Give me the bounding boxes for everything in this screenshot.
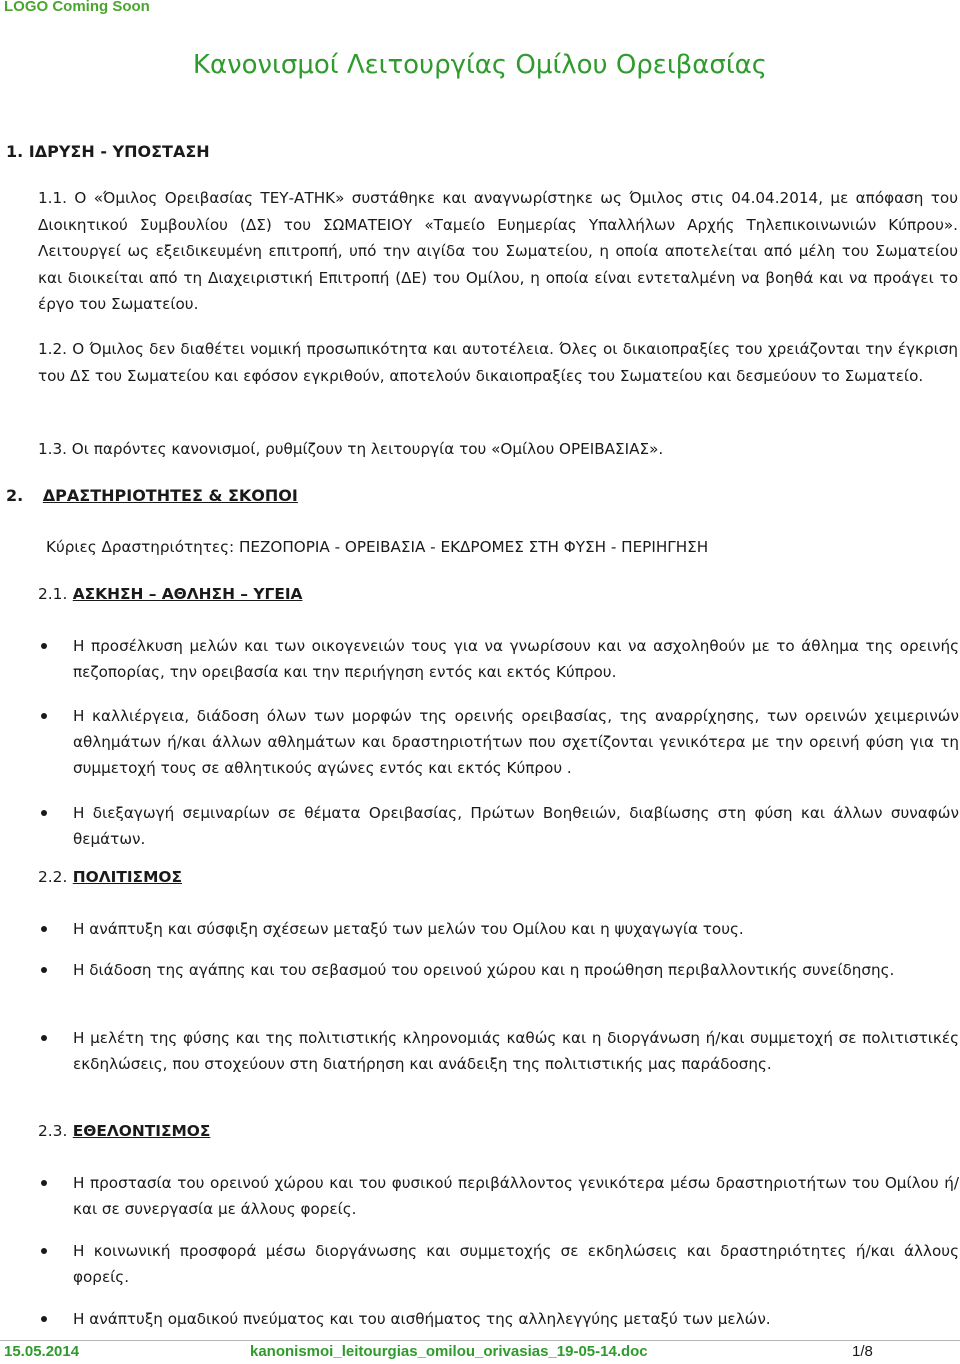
subsection-2-3-number: 2.3. [38, 1122, 68, 1140]
list-item: Η προσέλκυση μελών και των οικογενειών τους για να γνωρίσουν και να ασχοληθούν με το άθλημα της ορεινής πεζοπορίας, την ορειβασία και την περιήγηση εντός και εκτός Κύπρου. [73, 637, 959, 681]
footer-divider [0, 1340, 960, 1341]
subsection-2-3-label: ΕΘΕΛΟΝΤΙΣΜΟΣ [72, 1122, 211, 1140]
subsection-2-2-number: 2.2. [38, 868, 68, 886]
list-item: Η καλλιέργεια, διάδοση όλων των μορφών της ορεινής ορειβασίας, της αναρρίχησης, των ορεινών χειμερινών αθλημάτων ή/και άλλων αθλημάτων και δραστηριοτήτων που σχετίζονται γενικότερα με την ορεινή φύση για τη συμμετοχή τους σε αθλητικούς αγώνες εντός και εκτός Κύπρου . [73, 707, 959, 777]
bullet-icon [41, 810, 47, 816]
section-2-heading [6, 486, 298, 505]
subsection-2-1-heading [38, 585, 302, 603]
list-item: Η μελέτη της φύσης και της πολιτιστικής κληρονομιάς καθώς και η διοργάνωση ή/και συμμετοχή σε πολιτιστικές εκδηλώσεις, που στοχεύουν στη διατήρηση και ανάδειξη της πολιτιστικής μας παράδοσης. [73, 1029, 959, 1073]
section-2-number: 2. [6, 486, 24, 505]
list-item: Η προστασία του ορεινού χώρου και του φυσικού περιβάλλοντος γενικότερα μέσω δραστηριοτήτων του Ομίλου ή/και σε συνεργασία με άλλους φορείς. [73, 1174, 959, 1218]
list-item: Η διάδοση της αγάπης και του σεβασμού του ορεινού χώρου και η προώθηση περιβαλλοντικής συνείδησης. [73, 961, 895, 979]
bullet-icon [41, 643, 47, 649]
paragraph-1-1: 1.1. Ο «Όμιλος Ορειβασίας ΤΕΥ-ΑΤΗΚ» συστάθηκε και αναγνωρίστηκε ως Όμιλος στις 04.04.2014, με απόφαση του Διοικητικού Συμβουλίου (ΔΣ) του ΣΩΜΑΤΕΙΟΥ «Ταμείο Ευημερίας Υπαλλήλων Αρχής Τηλεπικοινωνιών Κύπρου». Λειτουργεί ως εξειδικευμένη επιτροπή, υπό την αιγίδα του Σωματείου, η οποία αποτελείται από μέλη του Σωματείου και διοικείται από τη Διαχειριστική Επιτροπή (ΔΕ) του Ομίλου, η οποία είναι εντεταλμένη να βοηθά και να προάγει το έργο του Σωματείου. [38, 189, 958, 313]
bullet-icon [41, 1035, 47, 1041]
section-1-heading: 1. ΙΔΡΥΣΗ - ΥΠΟΣΤΑΣΗ [6, 142, 210, 161]
subsection-2-1-number: 2.1. [38, 585, 68, 603]
bullet-icon [41, 1248, 47, 1254]
paragraph-1-3: 1.3. Οι παρόντες κανονισμοί, ρυθμίζουν τη λειτουργία του «Ομίλου ΟΡΕΙΒΑΣΙΑΣ». [38, 440, 664, 458]
logo-placeholder: LOGO Coming Soon [4, 0, 150, 15]
bullet-icon [41, 1180, 47, 1186]
paragraph-1-2: 1.2. Ο Όμιλος δεν διαθέτει νομική προσωπικότητα και αυτοτέλεια. Όλες οι δικαιοπραξίες του χρειάζονται την έγκριση του ΔΣ του Σωματείου και εφόσον εγκριθούν, αποτελούν δικαιοπραξίες του Σωματείου και δεσμεύουν το Σωματείο. [38, 340, 958, 385]
subsection-2-2-heading [38, 868, 182, 886]
bullet-icon [41, 967, 47, 973]
list-item: Η κοινωνική προσφορά μέσω διοργάνωσης και συμμετοχής σε εκδηλώσεις και δραστηριότητες ή/και άλλους φορείς. [73, 1242, 959, 1286]
footer-page-number: 1/8 [852, 1343, 873, 1360]
subsection-2-3-heading [38, 1122, 210, 1140]
footer-filename: kanonismoi_leitourgias_omilou_orivasias_19-05-14.doc [250, 1343, 648, 1360]
section-2-title: ΔΡΑΣΤΗΡΙΟΤΗΤΕΣ & ΣΚΟΠΟΙ [42, 486, 298, 505]
list-item: Η ανάπτυξη και σύσφιξη σχέσεων μεταξύ των μελών του Ομίλου και η ψυχαγωγία τους. [73, 920, 744, 938]
bullet-icon [41, 1316, 47, 1322]
subsection-2-1-label: ΑΣΚΗΣΗ – ΑΘΛΗΣΗ – ΥΓΕΙΑ [72, 585, 303, 603]
footer-date: 15.05.2014 [4, 1343, 80, 1360]
bullet-icon [41, 713, 47, 719]
bullet-icon [41, 926, 47, 932]
main-activities: Κύριες Δραστηριότητες: ΠΕΖΟΠΟΡΙΑ - ΟΡΕΙΒΑΣΙΑ - ΕΚΔΡΟΜΕΣ ΣΤΗ ΦΥΣΗ - ΠΕΡΙΗΓΗΣΗ [46, 538, 709, 556]
subsection-2-2-label: ΠΟΛΙΤΙΣΜΟΣ [72, 868, 182, 886]
list-item: Η διεξαγωγή σεμιναρίων σε θέματα Ορειβασίας, Πρώτων Βοηθειών, διαβίωσης στη φύση και άλλων συναφών θεμάτων. [73, 804, 959, 848]
list-item: Η ανάπτυξη ομαδικού πνεύματος και του αισθήματος της αλληλεγγύης μεταξύ των μελών. [73, 1310, 771, 1328]
document-title: Κανονισμοί Λειτουργίας Ομίλου Ορειβασίας [192, 50, 768, 80]
